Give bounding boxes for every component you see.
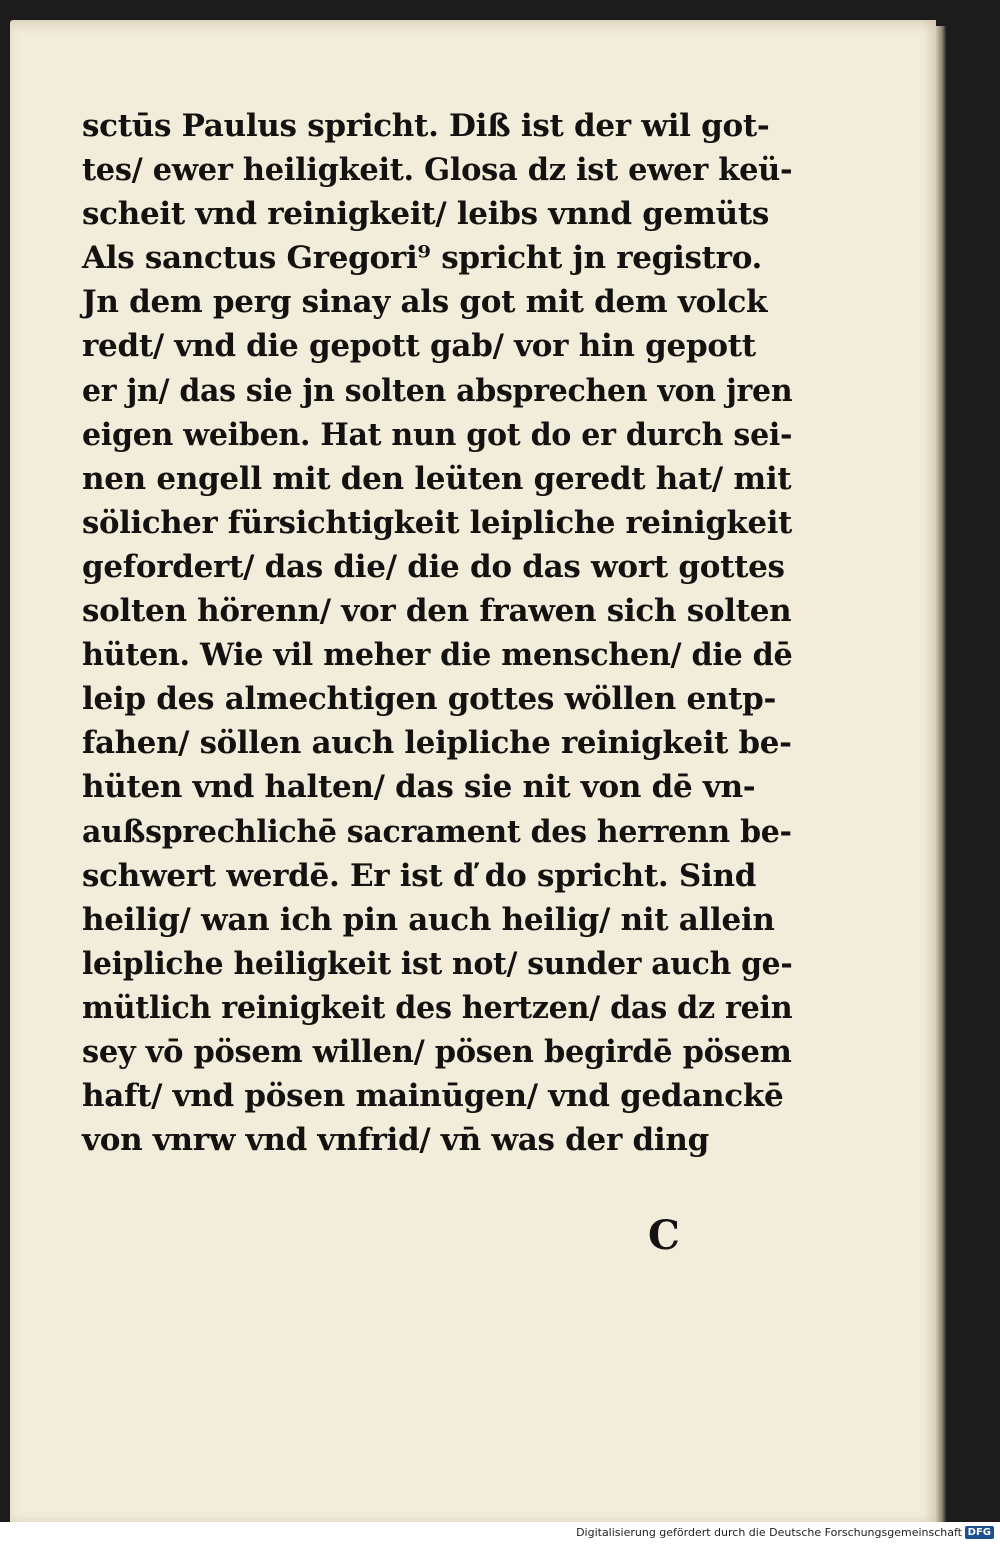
- text-line: Jn dem perg sinay als got mit dem volck: [82, 284, 768, 321]
- footer-credit: Digitalisierung gefördert durch die Deutsche Forschungsgemeinschaft: [576, 1526, 962, 1539]
- text-line: gefordert/ das die/ die do das wort gottes: [82, 548, 785, 585]
- text-line: hüten vnd halten/ das sie nit von dē vn-: [82, 769, 756, 806]
- text-line: von vnrw vnd vnfrid/ vn̄ was der ding: [82, 1122, 709, 1159]
- page-edge: [936, 26, 946, 1522]
- text-line: außsprechlichē sacrament des herrenn be-: [82, 813, 792, 850]
- text-line: hüten. Wie vil meher die menschen/ die dē: [82, 637, 793, 674]
- text-line: haft/ vnd pösen mainūgen/ vnd gedanckē: [82, 1078, 784, 1115]
- text-line: scheit vnd reinigkeit/ leibs vnnd gemüts: [82, 196, 769, 233]
- text-line: Als sanctus Gregori⁹ spricht jn registro.: [82, 240, 763, 277]
- text-line: er jn/ das sie jn solten absprechen von jren: [82, 372, 793, 409]
- text-line: heilig/ wan ich pin auch heilig/ nit allein: [82, 901, 775, 938]
- text-line: mütlich reinigkeit des hertzen/ das dz rein: [82, 989, 793, 1026]
- text-line: eigen weiben. Hat nun got do er durch sei-: [82, 416, 793, 453]
- text-line: sctūs Paulus spricht. Diß ist der wil got-: [82, 108, 770, 144]
- text-line: nen engell mit den leüten geredt hat/ mit: [82, 460, 792, 497]
- signature-mark: C: [648, 1212, 680, 1259]
- text-line: leip des almechtigen gottes wöllen entp-: [82, 681, 777, 718]
- text-line: solten hörenn/ vor den frawen sich solten: [82, 593, 792, 630]
- text-block: [82, 104, 792, 1162]
- text-line: schwert werdē. Er ist ď do spricht. Sind: [82, 857, 757, 894]
- text-line: redt/ vnd die gepott gab/ vor hin gepott: [82, 328, 756, 365]
- dfg-logo: DFG: [965, 1526, 994, 1539]
- text-line: fahen/ söllen auch leipliche reinigkeit be-: [82, 725, 792, 762]
- text-line: sey vō pösem willen/ pösen begirdē pösem: [82, 1033, 792, 1070]
- text-line: leipliche heiligkeit ist not/ sunder auch ge-: [82, 945, 793, 982]
- footer: [0, 1522, 1000, 1545]
- text-line: tes/ ewer heiligkeit. Glosa dz ist ewer keü-: [82, 152, 793, 189]
- text-line: sölicher fürsichtigkeit leipliche reinigkeit: [82, 504, 792, 541]
